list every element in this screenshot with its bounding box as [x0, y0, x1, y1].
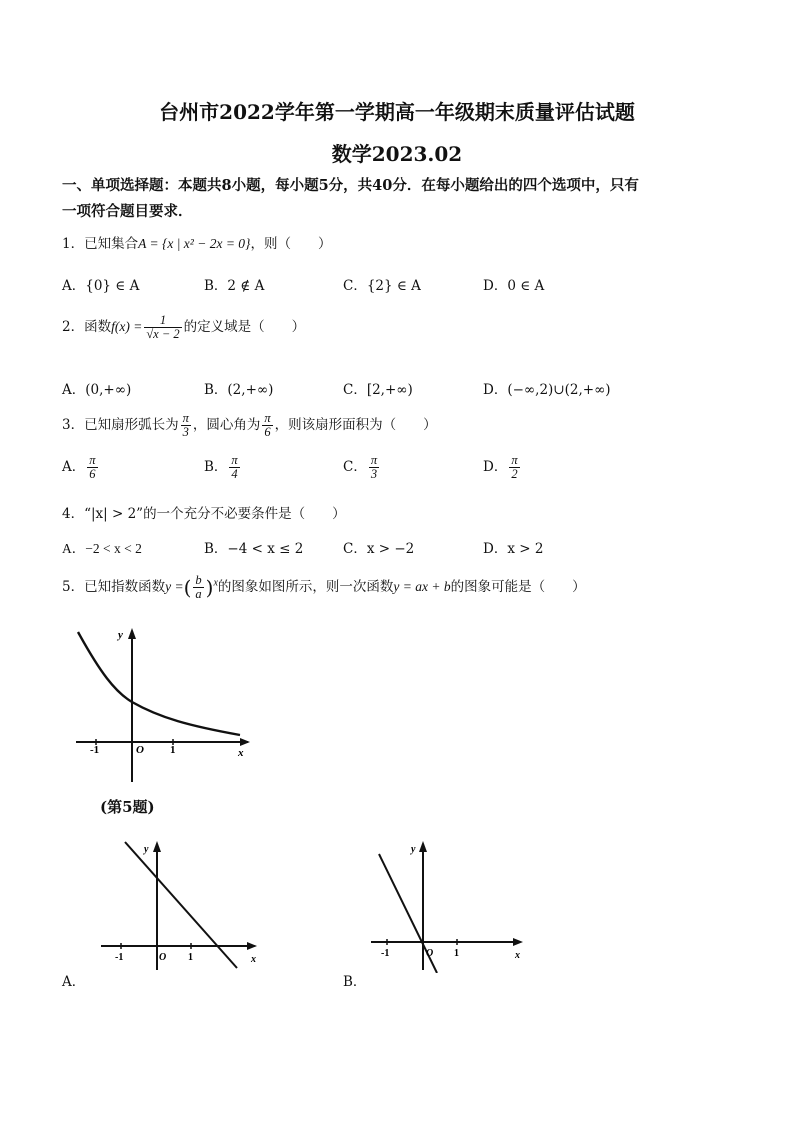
question-3-arc-num: π	[182, 411, 189, 425]
question-3-option-b	[204, 454, 242, 481]
tick-label-one: 1	[170, 744, 176, 756]
question-4: 4．“|x| > 2”的一个充分不必要条件是（ ）	[62, 506, 346, 522]
question-5-exponent: x	[213, 577, 218, 589]
question-1-option-b: B．2 ∉ A	[204, 278, 265, 294]
question-2-option-d: D．(−∞,2)∪(2,+∞)	[483, 382, 611, 398]
question-3	[62, 412, 437, 439]
question-2-func: f(x) =	[111, 319, 143, 335]
x-axis-arrow-icon	[247, 942, 257, 950]
y-axis-label: y	[118, 629, 123, 641]
tick-label-neg-one: -1	[90, 744, 100, 756]
x-axis-label: x	[515, 950, 520, 961]
question-5-p2: 的图象如图所示，则一次函数	[217, 579, 394, 596]
question-2	[62, 314, 305, 341]
question-3-option-a-letter: A．	[62, 459, 86, 476]
question-3-option-b-letter: B．	[204, 459, 228, 476]
x-axis-arrow-icon	[513, 938, 523, 946]
question-5-option-a-graph	[95, 838, 265, 973]
question-5-linear: y = ax + b	[393, 579, 451, 595]
origin-label: O	[136, 744, 144, 756]
question-1	[62, 232, 331, 252]
question-4-option-d: D．x > 2	[483, 541, 544, 557]
question-5-figure	[70, 622, 260, 787]
question-3-option-b-den: 4	[231, 467, 238, 482]
question-3-option-c-num: π	[370, 453, 378, 467]
page-subtitle: 数学2023.02	[331, 142, 463, 166]
tick-label-neg-one: -1	[381, 948, 390, 959]
question-5-func: y =	[165, 579, 184, 595]
question-3-option-b-num: π	[231, 453, 238, 467]
question-3-arc-fraction	[181, 412, 191, 439]
question-3-angle-num: π	[264, 411, 271, 425]
question-5-base-fraction	[193, 574, 203, 601]
question-2-option-a: A．(0,+∞)	[62, 382, 132, 398]
question-1-option-a: A．{0} ∈ A	[62, 278, 140, 294]
question-5-p3: 的图象可能是（ ）	[450, 579, 586, 596]
question-1-option-c: C．{2} ∈ A	[343, 278, 421, 294]
y-axis-label: y	[411, 844, 416, 855]
question-3-option-c	[343, 454, 381, 481]
question-4-option-b: B．−4 < x ≤ 2	[204, 541, 304, 557]
exponential-curve	[78, 632, 240, 735]
y-axis-arrow-icon	[153, 841, 161, 852]
question-2-suffix: 的定义域是（ ）	[183, 319, 306, 336]
question-3-option-d-num: π	[511, 453, 518, 467]
question-3-option-a-num: π	[89, 453, 96, 467]
y-axis-arrow-icon	[419, 841, 427, 852]
question-3-option-a-den: 6	[89, 467, 96, 482]
question-3-angle-den: 6	[264, 425, 271, 440]
question-5-base-num: b	[195, 573, 202, 587]
question-5-option-a-label: A．	[62, 974, 86, 990]
question-3-option-d-letter: D．	[483, 459, 508, 476]
x-axis-label: x	[238, 747, 244, 759]
section-instructions-line1: 一、单项选择题：本题共8小题，每小题5分，共40分．在每小题给出的四个选项中，只有	[62, 177, 639, 194]
y-axis-label: y	[144, 844, 149, 855]
question-2-option-b: B．(2,+∞)	[204, 382, 274, 398]
x-axis-label: x	[251, 954, 256, 965]
question-2-fraction	[144, 314, 181, 341]
tick-label-one: 1	[454, 948, 459, 959]
x-axis-arrow-icon	[240, 738, 250, 746]
question-3-p3: ，则该扇形面积为（ ）	[274, 417, 437, 434]
question-3-option-c-letter: C．	[343, 459, 367, 476]
tick-label-neg-one: -1	[115, 952, 124, 963]
question-3-p2: ，圆心角为	[192, 417, 261, 434]
question-2-denominator: √x − 2	[146, 327, 180, 342]
question-4-option-a: A．−2 < x < 2	[62, 541, 142, 556]
question-2-numerator: 1	[144, 314, 181, 328]
question-1-prefix: 1．已知集合	[62, 236, 139, 252]
question-4-option-c: C．x > −2	[343, 541, 415, 557]
question-3-option-a	[62, 454, 100, 481]
question-5-option-b-label: B．	[343, 974, 367, 990]
question-2-option-c: C．[2,+∞)	[343, 382, 413, 398]
question-1-option-d: D．0 ∈ A	[483, 278, 545, 294]
question-3-option-c-den: 3	[370, 467, 378, 482]
question-3-option-d-den: 2	[511, 467, 518, 482]
question-1-set: A = {x | x² − 2x = 0}	[138, 236, 251, 251]
section-instructions-line2: 一项符合题目要求．	[62, 203, 193, 220]
origin-label: O	[159, 952, 167, 963]
line-graph-a	[125, 842, 237, 968]
question-3-arc-den: 3	[182, 425, 189, 440]
origin-label: O	[426, 948, 434, 959]
question-5-p1: 5．已知指数函数	[62, 579, 166, 596]
page-title: 台州市2022学年第一学期高一年级期末质量评估试题	[159, 100, 635, 124]
question-3-option-d	[483, 454, 522, 481]
y-axis-arrow-icon	[128, 628, 136, 639]
question-5-base-den: a	[195, 587, 202, 602]
figure-caption: (第5题)	[100, 798, 155, 816]
question-1-suffix: ，则（ ）	[250, 236, 332, 252]
question-5-option-b-graph	[365, 838, 535, 973]
question-5: 5．已知指数函数y =( $\frac{b}{a}$ )$^x$的图象如图所示，则一次函数y = ax + b的图象可能是（ ）	[62, 573, 586, 602]
question-3-p1: 3．已知扇形弧长为	[62, 417, 179, 434]
question-2-prefix: 2．函数	[62, 319, 112, 336]
tick-label-one: 1	[188, 952, 193, 963]
question-3-angle-fraction	[262, 412, 272, 439]
